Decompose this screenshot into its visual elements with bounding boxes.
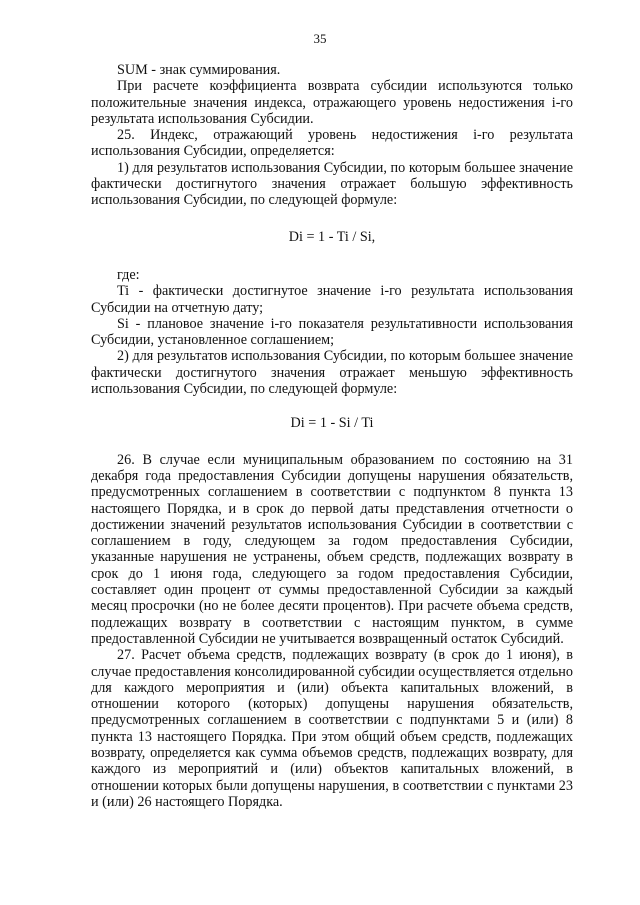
formula-2: Di = 1 - Si / Ti xyxy=(290,415,374,432)
item-27: 27. Расчет объема средств, подлежащих возврату (в срок до 1 июня), в случае предоставления консолидированной субсидии осуществляется отдельно для каждого мероприятия и (или) объекта капитальных вложений, в отношении которого (которых) допущены нарушения обязательств, предусмотренных соглашением в соответствии с подпунктами 5 и (или) 8 пункта 13 настоящего Порядка. При этом общий объем средств, подлежащих возврату, определяется как сумма объемов средств, подлежащих возврату, для каждого из мероприятий и (или) объектов капитальных вложений, в отношении которых были допущены нарушения, в соответствии с пунктами 23 и (или) 26 настоящего Порядка. xyxy=(91,647,573,810)
item-26: 26. В случае если муниципальным образованием по состоянию на 31 декабря года предоставления Субсидии допущены нарушения обязательств, предусмотренных соглашением в соответствии с подпунктом 8 пункта 13 настоящего Порядка, и в срок до первой даты представления отчетности о достижении значений результатов использования Субсидии в соответствии с соглашением в году, следующем за годом предоставления Субсидии, указанные нарушения не устранены, объем средств, подлежащих возврату в срок до 1 июня года, следующего за годом предоставления Субсидии, составляет один процент от суммы предоставленной Субсидии за каждый месяц просрочки (но не более десяти процентов). При расчете объема средств, подлежащих возврату в соответствии с настоящим пунктом, в сумме предоставленной Субсидии не учитывается возвращенный остаток Субсидий. xyxy=(91,451,573,647)
ti-definition: Ti - фактически достигнутое значение i-го результата использования Субсидии на отчетную дату; xyxy=(91,283,573,316)
coefficient-note: При расчете коэффициента возврата субсидии используются только положительные значения индекса, отражающего уровень недостижения i-го результата использования Субсидии. xyxy=(91,78,573,127)
item-25: 25. Индекс, отражающий уровень недостижения i-го результата использования Субсидии, определяется: xyxy=(91,127,573,160)
document-body xyxy=(91,62,573,810)
si-definition: Si - плановое значение i-го показателя результативности использования Субсидии, установленное соглашением; xyxy=(91,315,573,349)
sum-definition: SUM - знак суммирования. xyxy=(117,62,281,78)
item-25-subitem-2: 2) для результатов использования Субсидии, по которым большее значение фактически достигнутого значения отражает меньшую эффективность использования Субсидии, по следующей формуле: xyxy=(91,348,573,398)
page-number: 35 xyxy=(313,31,327,46)
formula-1: Di = 1 - Ti / Si, xyxy=(288,228,376,245)
where-label: где: xyxy=(117,266,140,283)
item-25-subitem-1: 1) для результатов использования Субсидии, по которым большее значение фактически достигнутого значения отражает большую эффективность использования Субсидии, по следующей формуле: xyxy=(91,159,573,209)
